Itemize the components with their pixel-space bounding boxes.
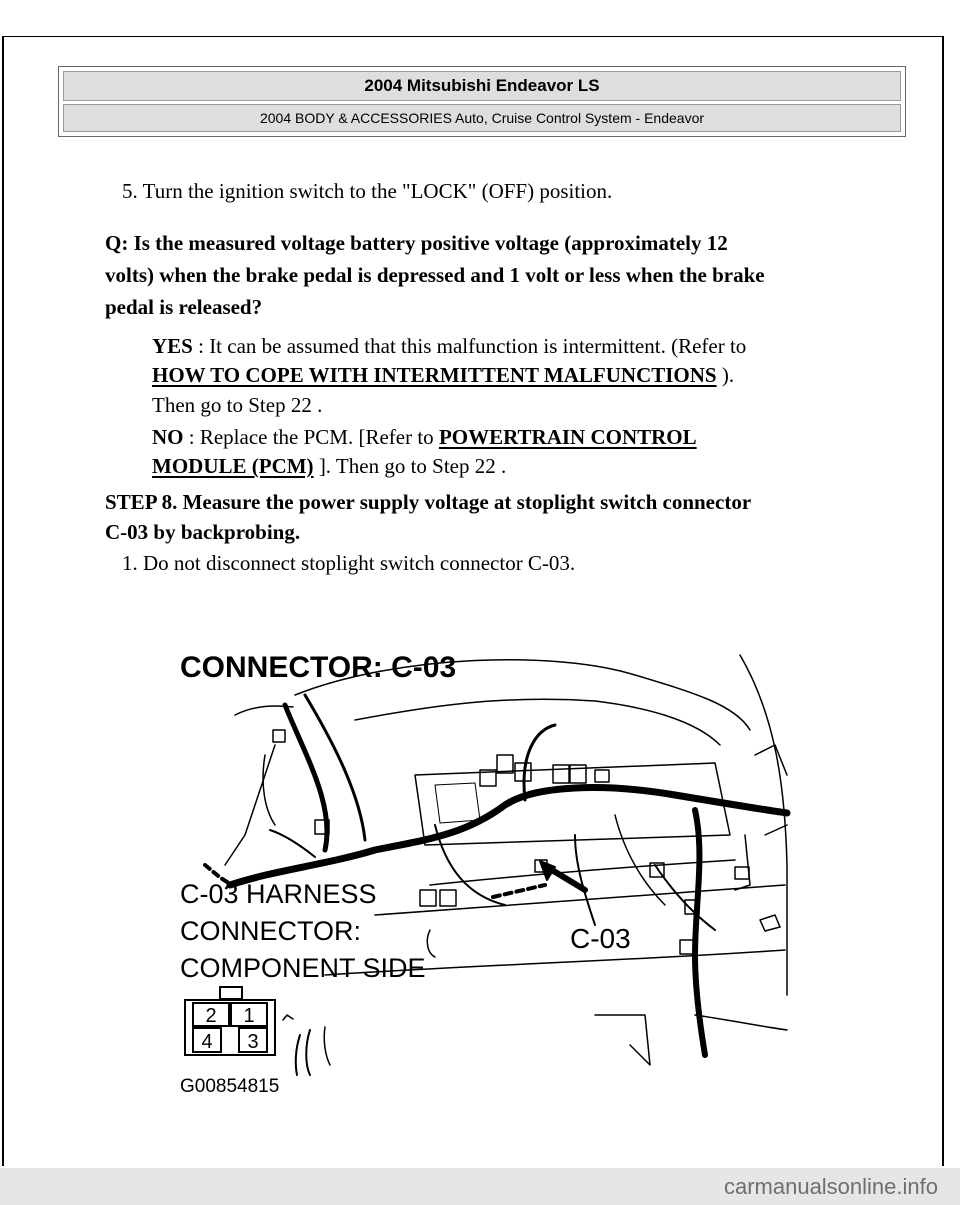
yes-answer-line-2 xyxy=(152,360,734,390)
step-8-heading-line-2: C-03 by backprobing. xyxy=(105,520,301,544)
yes-label: YES xyxy=(152,334,193,358)
harness-label-line-1: C-03 HARNESS xyxy=(180,879,377,909)
harness-label-line-3: COMPONENT SIDE xyxy=(180,953,426,983)
figure-title: CONNECTOR: C-03 xyxy=(180,651,457,684)
yes-text: : It can be assumed that this malfunction is intermittent. (Refer to xyxy=(192,334,747,358)
intermittent-malfunctions-link[interactable]: HOW TO COPE WITH INTERMITTENT MALFUNCTIONS xyxy=(152,363,717,387)
harness-label-line-2: CONNECTOR: xyxy=(180,916,362,946)
pin-label: 2 xyxy=(205,1005,217,1027)
header-subtitle: 2004 BODY & ACCESSORIES Auto, Cruise Control System - Endeavor xyxy=(63,104,901,132)
header-title: 2004 Mitsubishi Endeavor LS xyxy=(63,71,901,101)
yes-answer-line-3: Then go to Step 22 . xyxy=(152,393,323,417)
connector-location-diagram xyxy=(175,635,800,1105)
watermark: carmanualsonline.info xyxy=(0,1168,960,1205)
no-answer-line-1 xyxy=(152,422,697,452)
no-after-link: ]. Then go to Step 22 . xyxy=(313,454,507,478)
question-line-3: pedal is released? xyxy=(105,295,263,319)
pcm-link-part-1[interactable]: POWERTRAIN CONTROL xyxy=(438,425,697,449)
pin-label: 3 xyxy=(247,1031,259,1053)
question-line-1: Q: Is the measured voltage battery positive voltage (approximately 12 xyxy=(105,231,728,255)
step-8-substep-1: 1. Do not disconnect stoplight switch connector C-03. xyxy=(122,551,576,575)
step-8-heading-line-1: STEP 8. Measure the power supply voltage at stoplight switch connector xyxy=(105,490,752,514)
c03-pointer-label: C-03 xyxy=(570,923,631,954)
pin-label: 1 xyxy=(243,1005,255,1027)
yes-after-link: ). xyxy=(716,363,735,387)
no-text: : Replace the PCM. [Refer to xyxy=(183,425,439,449)
pcm-link-part-2[interactable]: MODULE (PCM) xyxy=(152,454,314,478)
pin-label: 4 xyxy=(201,1031,213,1053)
yes-answer-line-1 xyxy=(152,331,746,361)
document-header xyxy=(58,66,906,137)
figure-id: G00854815 xyxy=(180,1076,280,1097)
no-answer-line-2 xyxy=(152,451,506,481)
step-5-text: 5. Turn the ignition switch to the "LOCK" (OFF) position. xyxy=(122,179,613,203)
no-label: NO xyxy=(152,425,184,449)
question-line-2: volts) when the brake pedal is depressed and 1 volt or less when the brake xyxy=(105,263,765,287)
connector-pin-diagram xyxy=(185,987,275,1055)
